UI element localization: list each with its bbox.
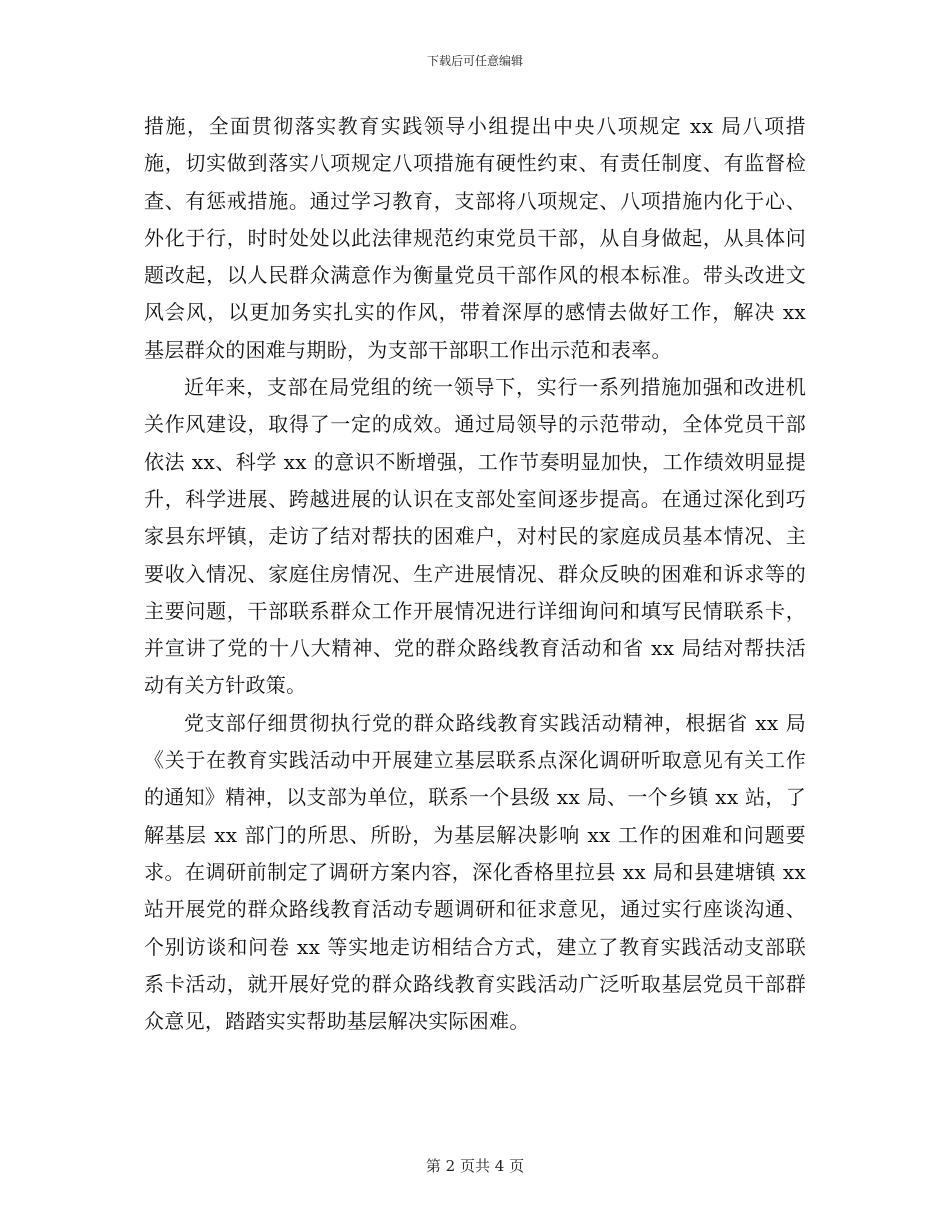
page-number: 第 2 页共 4 页 [425,1157,525,1175]
paragraph-party-branch: 党支部仔细贯彻执行党的群众路线教育实践活动精神，根据省 xx 局《关于在教育实践活动中开展建立基层联系点深化调研听取意见有关工作的通知》精神，以支部为单位，联系一个县级 xx 局、一个乡镇 xx 站，了解基层 xx 部门的所思、所盼，为基层解决影响 xx 工作的困难和问题要求。在调研前制定了调研方案内容，深化香格里拉县 xx 局和县建塘镇 xx 站开展党的群众路线教育活动专题调研和征求意见，通过实行座谈沟通、个别访谈和问卷 xx 等实地走访相结合方式，建立了教育实践活动支部联系卡活动，就开展好党的群众路线教育实践活动广泛听取基层党员干部群众意见，踏踏实实帮助基层解决实际困难。 [144,710,806,1034]
document-body [144,108,806,1040]
header-note: 下载后可任意编辑 [426,54,523,68]
paragraph-continuation: 措施，全面贯彻落实教育实践领导小组提出中央八项规定 xx 局八项措施，切实做到落实八项规定八项措施有硬性约束、有责任制度、有监督检查、有惩戒措施。通过学习教育，支部将八项规定、八项措施内化于心、外化于行，时时处处以此法律规范约束党员干部，从自身做起，从具体问题改起，以人民群众满意作为衡量党员干部作风的根本标准。带头改进文风会风，以更加务实扎实的作风，带着深厚的感情去做好工作，解决 xx 基层群众的困难与期盼，为支部干部职工作出示范和表率。 [144,114,806,362]
page-header [0,52,950,70]
paragraph-recent-years: 近年来，支部在局党组的统一领导下，实行一系列措施加强和改进机关作风建设，取得了一定的成效。通过局领导的示范带动，全体党员干部依法 xx、科学 xx 的意识不断增强，工作节奏明显加快，工作绩效明显提升，科学进展、跨越进展的认识在支部处室间逐步提高。在通过深化到巧家县东坪镇，走访了结对帮扶的困难户，对村民的家庭成员基本情况、主要收入情况、家庭住房情况、生产进展情况、群众反映的困难和诉求等的主要问题，干部联系群众工作开展情况进行详细询问和填写民情联系卡，并宣讲了党的十八大精神、党的群众路线教育活动和省 xx 局结对帮扶活动有关方针政策。 [144,375,806,698]
page-footer [0,1155,950,1177]
